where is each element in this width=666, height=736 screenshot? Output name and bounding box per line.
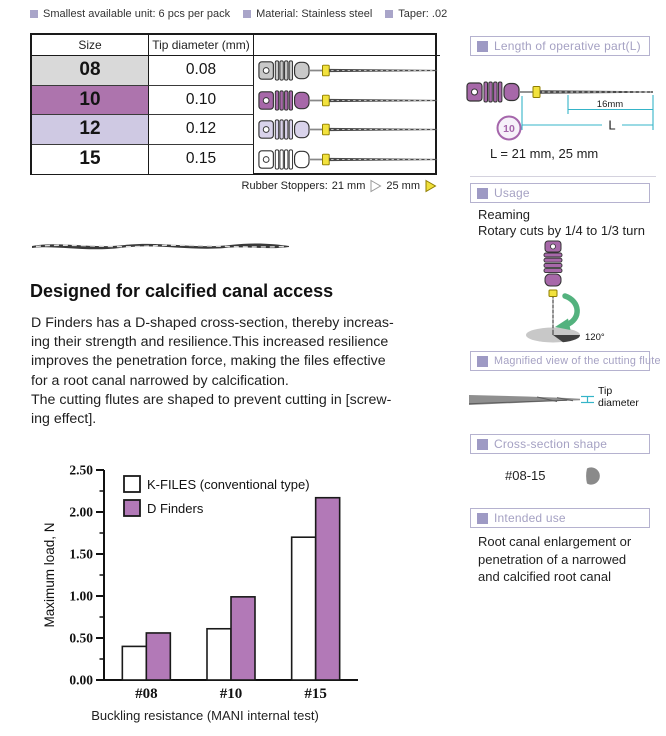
cross-section-range: #08-15 xyxy=(505,468,546,483)
rubber-stoppers-note xyxy=(30,179,437,193)
tip-diameter-cell: 0.10 xyxy=(149,86,254,116)
svg-text:#15: #15 xyxy=(304,686,327,702)
article-line: for a root canal narrowed by calcification. xyxy=(31,372,289,389)
magnified-file-photo xyxy=(30,237,292,254)
legend-text: Material: Stainless steel xyxy=(256,8,373,20)
length-caption: L = 21 mm, 25 mm xyxy=(490,146,599,161)
bullet-square-icon xyxy=(30,10,38,18)
chart-caption: Buckling resistance (MANI internal test) xyxy=(91,708,319,723)
section-title: Cross-section shape xyxy=(494,437,608,451)
tip-diameter-label: diameter xyxy=(598,397,639,409)
svg-text:1.50: 1.50 xyxy=(69,546,93,562)
section-header-flute xyxy=(470,351,661,371)
bullet-square-icon xyxy=(385,10,393,18)
section-title: Usage xyxy=(494,186,530,200)
article-line: ing their strength and resilience.This increased resilience xyxy=(31,334,389,351)
svg-text:K-FILES (conventional type): K-FILES (conventional type) xyxy=(147,477,310,492)
svg-text:L: L xyxy=(608,117,616,133)
legend-item xyxy=(385,8,447,20)
column-header-illustration xyxy=(254,35,440,56)
svg-text:2.00: 2.00 xyxy=(69,504,93,520)
intended-use-line: penetration of a narrowed xyxy=(478,551,627,567)
svg-text:D Finders: D Finders xyxy=(147,501,204,516)
legend-text: Taper: .02 xyxy=(398,8,448,20)
size-table xyxy=(30,33,437,175)
section-title: Intended use xyxy=(494,511,566,525)
section-title: Length of operative part(L) xyxy=(494,39,641,53)
stopper-21-triangle-icon xyxy=(369,179,382,193)
tip-diameter-cell: 0.12 xyxy=(149,115,254,145)
section-title: Magnified view of the cutting flute xyxy=(494,355,661,367)
svg-text:Maximum load, N: Maximum load, N xyxy=(42,522,57,628)
size-cell: 15 xyxy=(32,145,149,175)
svg-text:#08: #08 xyxy=(135,686,158,702)
svg-text:#10: #10 xyxy=(219,686,243,702)
section-header-intended-use xyxy=(470,508,650,528)
usage-text-line: Rotary cuts by 1/4 to 1/3 turn xyxy=(478,223,645,238)
section-bullet-icon xyxy=(477,439,488,450)
svg-text:2.50: 2.50 xyxy=(69,462,93,478)
file-illustration xyxy=(257,86,440,115)
intended-use-text xyxy=(478,533,631,586)
stopper-25-triangle-icon xyxy=(424,179,437,193)
column-header-tip-diameter: Tip diameter (mm) xyxy=(149,35,254,56)
legend-item xyxy=(243,8,372,20)
tip-diameter-cell: 0.15 xyxy=(149,145,254,175)
article-body xyxy=(31,314,394,429)
file-illustration-column xyxy=(254,56,440,174)
section-divider xyxy=(470,176,656,177)
article-line: The cutting flutes are shaped to prevent cutting in [screw- xyxy=(31,391,392,408)
svg-text:10: 10 xyxy=(503,123,515,135)
file-illustration xyxy=(257,56,440,85)
stopper-21-label: 21 mm xyxy=(331,180,366,192)
size-cell: 10 xyxy=(32,86,149,116)
section-bullet-icon xyxy=(477,356,488,367)
section-bullet-icon xyxy=(477,41,488,52)
d-shape-cross-section-icon xyxy=(581,466,601,486)
section-bullet-icon xyxy=(477,188,488,199)
size-cell: 12 xyxy=(32,115,149,145)
length-diagram xyxy=(465,76,657,142)
article-heading: Designed for calcified canal access xyxy=(30,281,334,301)
article-line: ing effect]. xyxy=(31,411,97,428)
article-line: D Finders has a D-shaped cross-section, thereby increas- xyxy=(31,315,394,331)
rubber-stoppers-label: Rubber Stoppers: xyxy=(241,180,328,192)
legend-text: Smallest available unit: 6 pcs per pack xyxy=(43,8,231,20)
tip-diameter-cell: 0.08 xyxy=(149,56,254,86)
svg-text:0.50: 0.50 xyxy=(69,630,93,646)
column-header-size: Size xyxy=(32,35,149,56)
section-bullet-icon xyxy=(477,513,488,524)
intended-use-line: Root canal enlargement or xyxy=(478,534,632,549)
svg-text:16mm: 16mm xyxy=(596,99,624,110)
file-illustration xyxy=(257,115,440,144)
cutting-flute-diagram xyxy=(467,382,597,422)
section-header-length xyxy=(470,36,650,56)
size-cell: 08 xyxy=(32,56,149,86)
stopper-25-label: 25 mm xyxy=(386,180,420,192)
svg-text:0.00: 0.00 xyxy=(69,672,93,688)
section-header-usage xyxy=(470,183,650,203)
tip-diameter-label: Tip xyxy=(598,385,613,397)
bullet-square-icon xyxy=(243,10,251,18)
section-header-cross-section xyxy=(470,434,650,454)
usage-text-line: Reaming xyxy=(478,207,531,222)
svg-text:120°: 120° xyxy=(585,332,605,343)
legend-item xyxy=(30,8,230,20)
file-illustration xyxy=(257,145,440,174)
tip-diameter-measure-icon xyxy=(581,397,594,403)
svg-text:1.00: 1.00 xyxy=(69,588,93,604)
intended-use-line: and calcified root canal xyxy=(478,569,611,584)
article-line: improves the penetration force, making the files effective xyxy=(31,353,386,370)
buckling-chart xyxy=(40,462,370,717)
usage-diagram xyxy=(505,240,615,346)
bar-chart-canvas xyxy=(40,462,370,712)
top-legend xyxy=(30,8,447,20)
